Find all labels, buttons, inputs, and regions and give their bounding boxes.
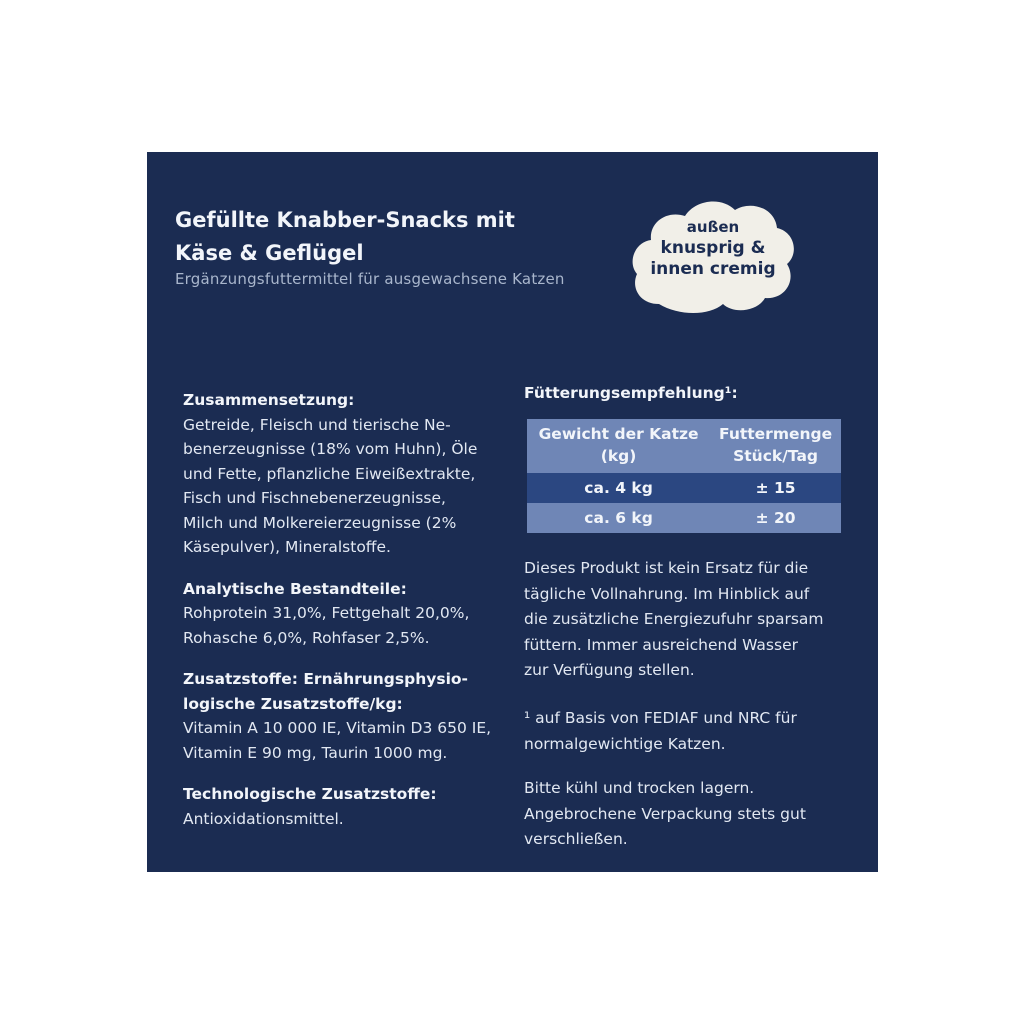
product-title-line1: Gefüllte Knabber-Snacks mit	[175, 208, 515, 232]
additives-heading: logische Zusatzstoffe/kg:	[183, 694, 403, 713]
footnote-text	[524, 706, 854, 757]
composition-line: Käsepulver), Mineralstoffe.	[183, 538, 391, 556]
weight-cell: ca. 6 kg	[527, 503, 710, 533]
left-column	[183, 388, 503, 848]
feeding-table-header	[527, 419, 841, 473]
analytical-line: Rohasche 6,0%, Rohfaser 2,5%.	[183, 628, 430, 647]
analytical-section	[183, 577, 503, 651]
badge-line1: außen	[686, 218, 740, 236]
amount-cell: ± 20	[710, 503, 841, 533]
footnote-line: normalgewichtige Katzen.	[524, 734, 726, 753]
notice-line: Dieses Produkt ist kein Ersatz für die	[524, 559, 809, 577]
tech-additives-text: Antioxidationsmittel.	[183, 809, 344, 828]
table-row	[527, 473, 841, 503]
texture-badge	[629, 192, 797, 316]
product-subtitle: Ergänzungsfuttermittel für ausgewachsene Katzen	[175, 270, 565, 288]
analytical-line: Rohprotein 31,0%, Fettgehalt 20,0%,	[183, 604, 470, 622]
amount-header-line2: Stück/Tag	[733, 447, 819, 465]
weight-header-line1: Gewicht der Katze	[538, 425, 699, 443]
notice-text	[524, 556, 854, 684]
additives-section	[183, 667, 503, 765]
label-panel	[147, 152, 878, 872]
composition-section	[183, 388, 503, 560]
composition-line: Fisch und Fischnebenerzeugnisse,	[183, 489, 446, 507]
tech-additives-heading: Technologische Zusatzstoffe:	[183, 785, 437, 803]
weight-header-line2: (kg)	[600, 447, 637, 465]
product-title-line2: Käse & Geflügel	[175, 241, 364, 265]
storage-line: Bitte kühl und trocken lagern.	[524, 779, 755, 797]
notice-line: füttern. Immer ausreichend Wasser	[524, 635, 798, 654]
amount-header-line1: Futtermenge	[719, 425, 833, 443]
weight-cell: ca. 4 kg	[527, 473, 710, 503]
badge-text	[629, 217, 797, 280]
composition-line: Milch und Molkereierzeugnisse (2%	[183, 513, 457, 532]
table-row	[527, 503, 841, 533]
amount-cell: ± 15	[710, 473, 841, 503]
composition-line: und Fette, pflanzliche Eiweißextrakte,	[183, 464, 476, 483]
composition-heading: Zusammensetzung:	[183, 391, 355, 409]
badge-line3: innen cremig	[650, 259, 776, 279]
additives-line: Vitamin A 10 000 IE, Vitamin D3 650 IE,	[183, 719, 492, 737]
composition-line: benerzeugnisse (18% vom Huhn), Öle	[183, 440, 478, 458]
amount-column-header	[710, 419, 841, 473]
weight-column-header	[527, 419, 710, 473]
storage-line: verschließen.	[524, 830, 628, 848]
badge-line2: knusprig &	[660, 238, 766, 258]
product-title	[175, 204, 515, 270]
notice-line: tägliche Vollnahrung. Im Hinblick auf	[524, 584, 810, 603]
notice-line: die zusätzliche Energiezufuhr sparsam	[524, 610, 824, 628]
composition-line: Getreide, Fleisch und tierische Ne-	[183, 415, 451, 434]
analytical-heading: Analytische Bestandteile:	[183, 579, 407, 598]
feeding-heading: Fütterungsempfehlung¹:	[524, 384, 738, 402]
feeding-table	[527, 419, 841, 533]
tech-additives-section	[183, 782, 503, 831]
additives-line: Vitamin E 90 mg, Taurin 1000 mg.	[183, 743, 448, 762]
additives-heading: Zusatzstoffe: Ernährungsphysio-	[183, 670, 468, 688]
notice-line: zur Verfügung stellen.	[524, 661, 695, 679]
storage-line: Angebrochene Verpackung stets gut	[524, 804, 806, 823]
footnote-line: ¹ auf Basis von FEDIAF und NRC für	[524, 709, 797, 727]
storage-text	[524, 776, 854, 853]
